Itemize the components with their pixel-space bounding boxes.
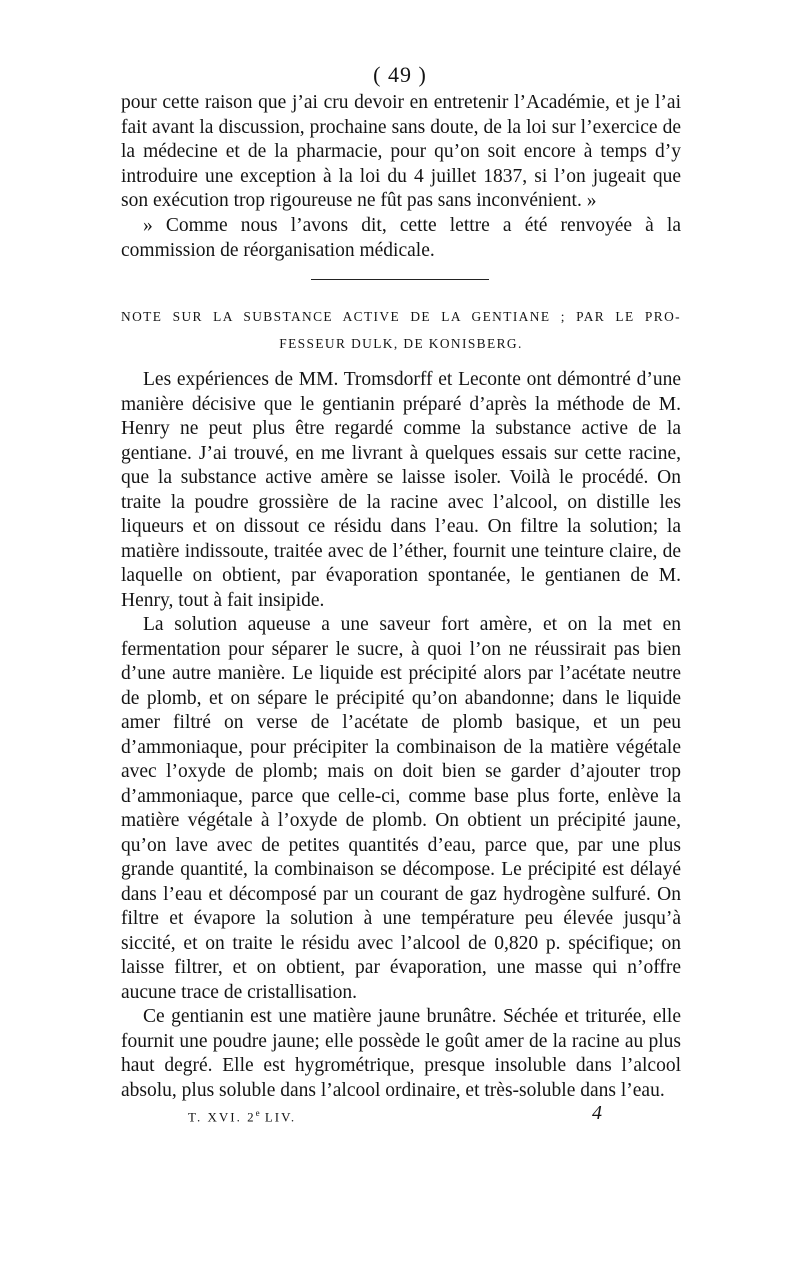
sheet-number: 4 bbox=[592, 1102, 602, 1124]
paragraph: pour cette raison que j’ai cru devoir en entretenir l’Académie, et je l’ai fait avant la discussion, prochaine sans doute, de la loi sur l’exercice de la médecine et de la pharmacie, pour qu’on soit encore à temps d’y introduire une exception à la loi du 4 juillet 1837, si l’on jugeait que son exécution trop rigoureuse ne fût pas sans inconvénient. » bbox=[121, 92, 681, 212]
article-body bbox=[121, 368, 681, 1103]
paragraph: » Comme nous l’avons dit, cette lettre a été renvoyée à la commission de réorganisation médicale. bbox=[121, 214, 681, 261]
continued-text bbox=[121, 91, 681, 263]
heading-line: FESSEUR DULK, DE KONISBERG. bbox=[279, 336, 523, 351]
signature-text-end: LIV. bbox=[259, 1109, 297, 1125]
signature-mark bbox=[188, 1108, 296, 1125]
page-number: ( 49 ) bbox=[373, 62, 427, 87]
paragraph: Les expériences de MM. Tromsdorff et Leconte ont démontré d’une manière décisive que le gentianin préparé d’après la méthode de M. Henry ne peut plus être regardé comme la substance active de la gentiane. J’ai trouvé, en me livrant à quelques essais sur cette racine, que la substance active amère se laisse isoler. Voilà le procédé. On traite la poudre grossière de la racine avec l’alcool, on distille les liqueurs et on dissout ce résidu dans l’eau. On filtre la solution; la matière indissoute, traitée avec de l’éther, fournit une teinture claire, de laquelle on obtient, par évaporation spontanée, le gentianen de M. Henry, tout à fait insipide. bbox=[121, 369, 681, 611]
section-divider bbox=[311, 279, 489, 280]
paragraph: Ce gentianin est une matière jaune brunâtre. Séchée et triturée, elle fournit une poudre jaune; elle possède le goût amer de la racine au plus haut degré. Elle est hygrométrique, presque insoluble dans l’alcool absolu, plus soluble dans l’alcool ordinaire, et très-soluble dans l’eau. bbox=[121, 1006, 681, 1101]
signature-text: T. XVI. 2 bbox=[188, 1109, 256, 1125]
paragraph: La solution aqueuse a une saveur fort amère, et on la met en fermentation pour séparer le sucre, à quoi l’on ne réussirait pas bien d’une autre manière. Le liquide est précipité alors par l’acétate neutre de plomb, et on sépare le précipité qu’on abandonne; dans le liquide amer filtré on verse de l’acétate de plomb basique, et un peu d’ammoniaque, pour précipiter la combinaison de la matière végétale avec l’oxyde de plomb; mais on doit bien se garder d’ajouter trop d’ammoniaque, parce que celle-ci, comme base plus forte, enlève la matière végétale à l’oxyde de plomb. On obtient un précipité jaune, qu’on lave avec de petites quantités d’eau, parce que, par une plus grande quantité, la combinaison se décompose. Le précipité est délayé dans l’eau et décomposé par un courant de gaz hydrogène sulfuré. On filtre et évapore la solution à une température peu élevée jusqu’à siccité, et on traite le résidu avec l’alcool de 0,820 p. spécifique; on laisse filtrer, et on obtient, par évaporation, une masse qui n’offre aucune trace de cristallisation. bbox=[121, 614, 681, 1003]
heading-line: NOTE SUR LA SUBSTANCE ACTIVE DE LA GENTIANE ; PAR LE PRO- bbox=[121, 309, 681, 324]
article-heading bbox=[121, 303, 681, 357]
signature-superscript: e bbox=[255, 1108, 260, 1118]
